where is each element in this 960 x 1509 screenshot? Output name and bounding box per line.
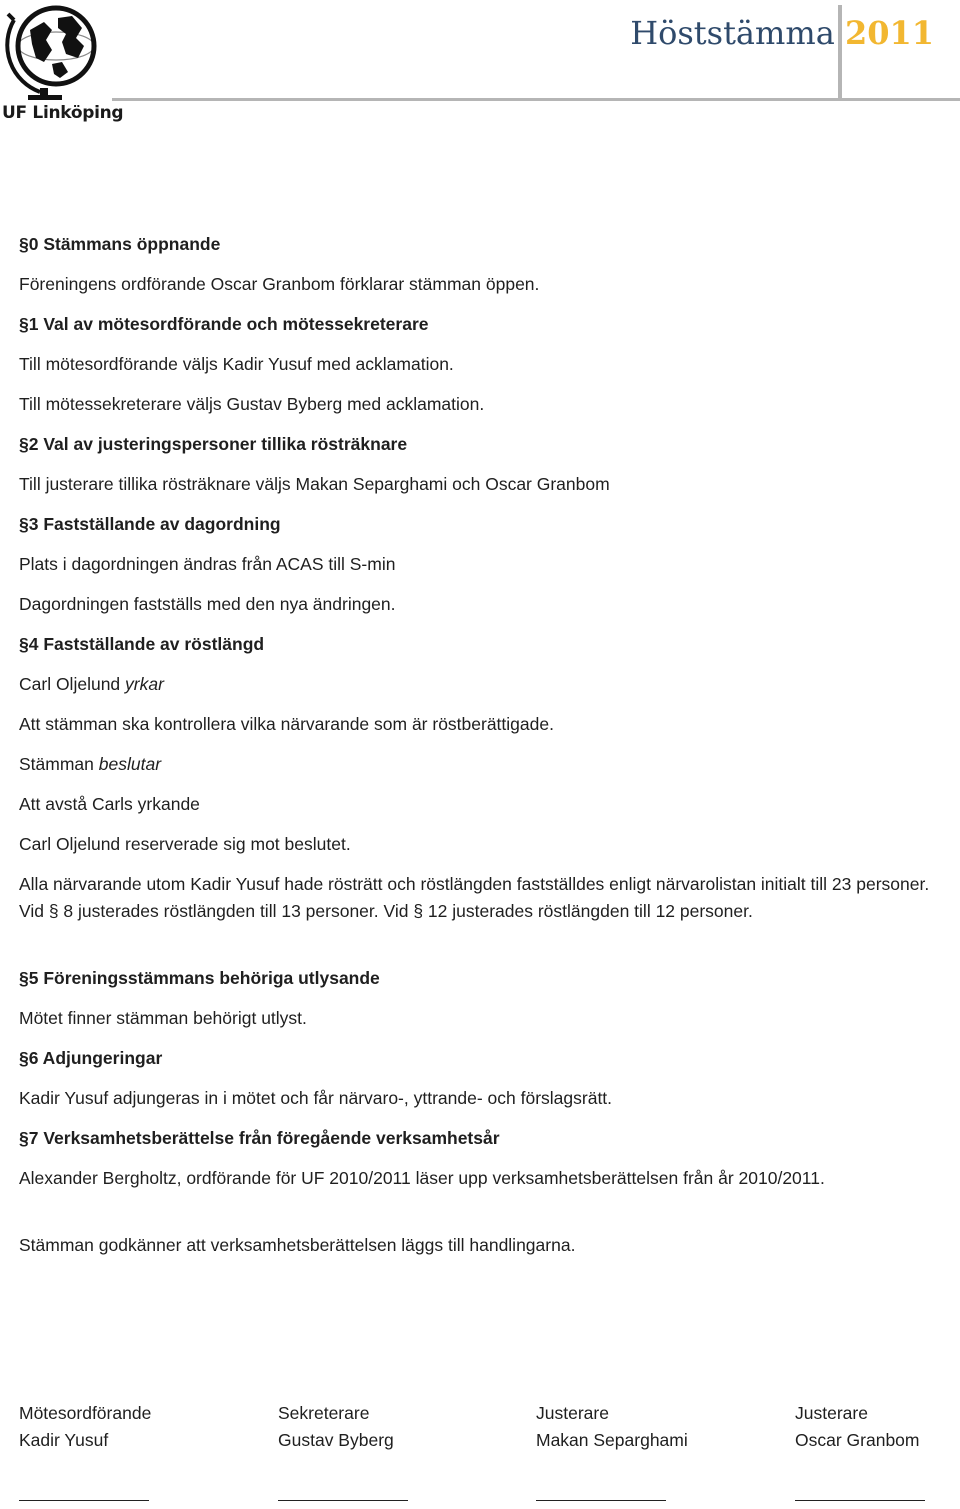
- paragraph: Till mötesordförande väljs Kadir Yusuf med acklamation.: [19, 354, 454, 374]
- signature-role: Mötesordförande: [19, 1403, 152, 1423]
- decision-verb: beslutar: [98, 754, 162, 774]
- paragraph: Carl Oljelund reserverade sig mot beslutet.: [19, 834, 351, 854]
- signature-role: Justerare: [536, 1403, 609, 1423]
- header-divider-horizontal: [112, 98, 960, 101]
- signature-line: [278, 1500, 408, 1502]
- paragraph: Föreningens ordförande Oscar Granbom förklarar stämman öppen.: [19, 274, 540, 294]
- signature-line: [795, 1500, 925, 1502]
- title-word: Höststämma: [630, 14, 835, 52]
- signature-name: Oscar Granbom: [795, 1430, 920, 1450]
- paragraph: Mötet finner stämman behörigt utlyst.: [19, 1008, 307, 1028]
- section-heading: §4 Fastställande av röstlängd: [19, 634, 265, 654]
- signature-name: Makan Separghami: [536, 1430, 688, 1450]
- signature-name: Gustav Byberg: [278, 1430, 394, 1450]
- signature-line: [536, 1500, 666, 1502]
- paragraph: Alexander Bergholtz, ordförande för UF 2010/2011 läser upp verksamhetsberättelsen från år 2010/2011.: [19, 1168, 825, 1188]
- signature-line: [19, 1500, 149, 1502]
- paragraph: Att stämman ska kontrollera vilka närvarande som är röstberättigade.: [19, 714, 554, 734]
- motion-verb: yrkar: [125, 674, 164, 694]
- motion-person: Carl Oljelund: [19, 674, 121, 694]
- paragraph: Plats i dagordningen ändras från ACAS till S-min: [19, 554, 396, 574]
- section-heading: §6 Adjungeringar: [19, 1048, 163, 1068]
- section-heading: §2 Val av justeringspersoner tillika rösträknare: [19, 434, 408, 454]
- signature-role: Sekreterare: [278, 1403, 370, 1423]
- paragraph: Till mötessekreterare väljs Gustav Byberg med acklamation.: [19, 394, 485, 414]
- section-heading: §7 Verksamhetsberättelse från föregående verksamhetsår: [19, 1128, 500, 1148]
- header-divider-vertical: [838, 5, 842, 101]
- signature-role: Justerare: [795, 1403, 868, 1423]
- paragraph: Stämman godkänner att verksamhetsberättelsen läggs till handlingarna.: [19, 1235, 576, 1255]
- title-year: 2011: [844, 14, 934, 52]
- logo-text: UF Linköping: [2, 103, 124, 123]
- paragraph: Kadir Yusuf adjungeras in i mötet och får närvaro-, yttrande- och förslagsrätt.: [19, 1088, 613, 1108]
- decision-subject: Stämman: [19, 754, 94, 774]
- section-heading: §5 Föreningsstämmans behöriga utlysande: [19, 968, 380, 988]
- section-heading: §1 Val av mötesordförande och mötessekreterare: [19, 314, 429, 334]
- signature-name: Kadir Yusuf: [19, 1430, 109, 1450]
- paragraph: [19, 751, 161, 778]
- paragraph: Att avstå Carls yrkande: [19, 794, 200, 814]
- paragraph: [19, 671, 164, 698]
- paragraph: Alla närvarande utom Kadir Yusuf hade rösträtt och röstlängden fastställdes enligt närvarolistan initialt till 23 personer. Vid § 8 justerades röstlängden till 13 personer. Vid § 12 justerades röstlängden till 12 personer.: [19, 874, 930, 921]
- paragraph: Till justerare tillika rösträknare väljs Makan Separghami och Oscar Granbom: [19, 474, 610, 494]
- section-heading: §3 Fastställande av dagordning: [19, 514, 281, 534]
- page-title: [630, 14, 934, 52]
- section-heading: §0 Stämmans öppnande: [19, 234, 221, 254]
- paragraph: Dagordningen fastställs med den nya ändringen.: [19, 594, 396, 614]
- globe-icon: [0, 0, 120, 105]
